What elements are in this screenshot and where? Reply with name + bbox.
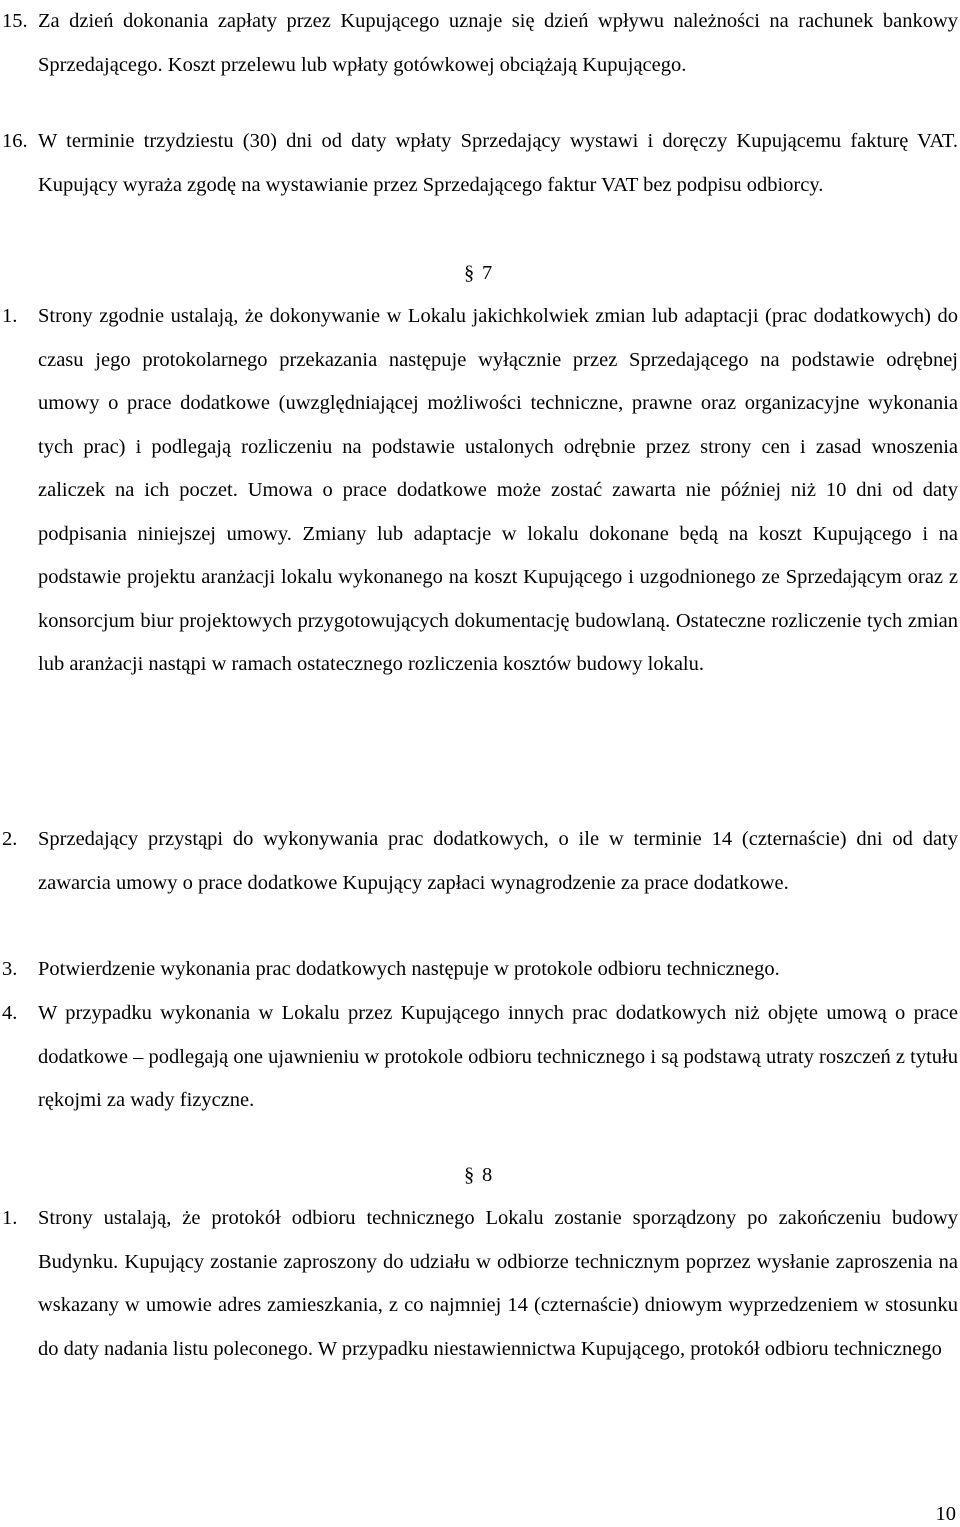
section-7-item-3 xyxy=(0,948,958,992)
section-7-item-2 xyxy=(0,818,958,905)
section-sign: § xyxy=(464,1164,475,1186)
list-item-number: 15. xyxy=(2,10,28,32)
section-sign: § xyxy=(464,262,475,284)
list-item-text: W terminie trzydziestu (30) dni od daty wpłaty Sprzedający wystawi i doręczy Kupującemu fakturę VAT. Kupujący wyraża zgodę na wystawianie przez Sprzedającego faktur VAT bez podpisu odbiorcy. xyxy=(38,130,958,196)
section-7-item-1 xyxy=(0,295,958,687)
section-7-item-4 xyxy=(0,992,958,1123)
page-number: 10 xyxy=(935,1503,956,1525)
list-item-16 xyxy=(0,120,958,207)
list-item-text: Sprzedający przystąpi do wykonywania prac dodatkowych, o ile w terminie 14 (czternaście) dni od daty zawarcia umowy o prace dodatkowe Kupujący zapłaci wynagrodzenie za prace dodatkowe. xyxy=(38,828,958,894)
list-item-15 xyxy=(0,0,958,87)
list-item-text: Strony ustalają, że protokół odbioru technicznego Lokalu zostanie sporządzony po zakończeniu budowy Budynku. Kupujący zostanie zaproszony do udziału w odbiorze technicznym poprzez wysłanie zaproszenia na wskazany w umowie adres zamieszkania, z co najmniej 14 (czternaście) dniowym wyprzedzeniem w stosunku do daty nadania listu poleconego. W przypadku niestawiennictwa Kupującego, protokół odbioru technicznego xyxy=(38,1207,958,1360)
list-item-text: Strony zgodnie ustalają, że dokonywanie w Lokalu jakichkolwiek zmian lub adaptacji (prac dodatkowych) do czasu jego protokolarnego przekazania następuje wyłącznie przez Sprzedającego na podstawie odrębnej umowy o prace dodatkowe (uwzględniającej możliwości techniczne, prawne oraz organizacyjne wykonania tych prac) i podlegają rozliczeniu na podstawie ustalonych odrębnie przez strony cen i zasad wnoszenia zaliczek na ich poczet. Umowa o prace dodatkowe może zostać zawarta nie później niż 10 dni od daty podpisania niniejszej umowy. Zmiany lub adaptacje w lokalu dokonane będą na koszt Kupującego i na podstawie projektu aranżacji lokalu wykonanego na koszt Kupującego i uzgodnionego ze Sprzedającym oraz z konsorcjum biur projektowych przygotowujących dokumentację budowlaną. Ostateczne rozliczenie tych zmian lub aranżacji nastąpi w ramach ostatecznego rozliczenia kosztów budowy lokalu. xyxy=(38,305,958,675)
section-8-item-1 xyxy=(0,1197,958,1371)
list-item-number: 1. xyxy=(2,305,18,327)
list-item-text: Potwierdzenie wykonania prac dodatkowych następuje w protokole odbioru technicznego. xyxy=(38,958,780,980)
section-number: 7 xyxy=(482,262,493,284)
list-item-number: 16. xyxy=(2,130,28,152)
list-item-number: 2. xyxy=(2,828,18,850)
list-item-number: 4. xyxy=(2,1002,18,1024)
section-number: 8 xyxy=(482,1164,493,1186)
list-item-number: 3. xyxy=(2,958,18,980)
list-item-text: Za dzień dokonania zapłaty przez Kupującego uznaje się dzień wpływu należności na rachunek bankowy Sprzedającego. Koszt przelewu lub wpłaty gotówkowej obciążają Kupującego. xyxy=(38,10,958,76)
list-item-number: 1. xyxy=(2,1207,18,1229)
list-item-text: W przypadku wykonania w Lokalu przez Kupującego innych prac dodatkowych niż objęte umową o prace dodatkowe – podlegają one ujawnieniu w protokole odbioru technicznego i są podstawą utraty roszczeń z tytułu rękojmi za wady fizyczne. xyxy=(38,1002,958,1111)
